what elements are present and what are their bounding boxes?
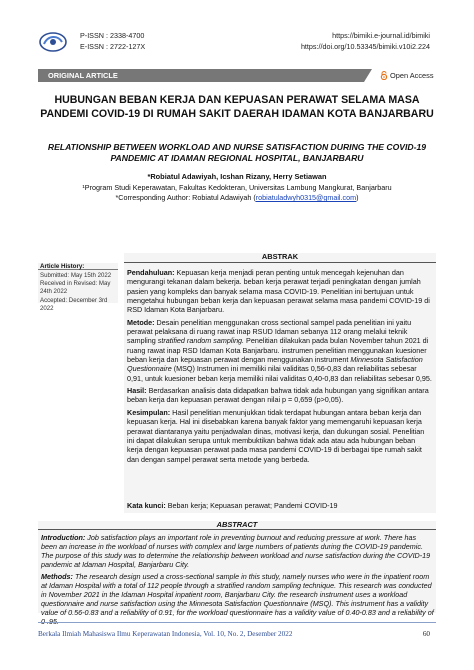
journal-links [301, 30, 430, 52]
author-list: *Robiatul Adawiyah, Icshan Rizany, Herry Setiawan [147, 172, 327, 181]
journal-logo-icon [38, 30, 68, 54]
abstrak-heading: ABSTRAK [261, 252, 299, 261]
article-type-label: ORIGINAL ARTICLE [48, 71, 118, 80]
doi-link[interactable]: https://doi.org/10.53345/bimiki.v10i2.224 [300, 42, 430, 51]
abstrak-pendahuluan: Pendahuluan: Kepuasan kerja menjadi peran penting untuk mencegah kejenuhan dan mengurangi tekanan dalam bekerja. beban kerja perawat terjadi peningkatan dengan jumlah pasien yang kompleks dan banyak selama masa COVID-19. Penelitian ini bertujuan untuk mengetahui hubungan beban kerja dan kepuasan perawat selama masa pandemi COVID-19 di RSD Idaman Kota Banjarbaru. [127, 268, 430, 315]
title-indonesian: HUBUNGAN BEBAN KERJA DAN KEPUASAN PERAWAT SELAMA MASA PANDEMI COVID-19 DI RUMAH SAKIT DAERAH IDAMAN KOTA BANJARBARU [40, 94, 434, 120]
issn-block [80, 30, 145, 52]
banner-arrow [364, 69, 372, 82]
footer-divider [38, 622, 436, 623]
abstract-heading: ABSTRACT [216, 520, 258, 529]
page-number: 60 [422, 630, 430, 638]
history-accepted: Accepted: December 3rd 2022 [40, 296, 108, 312]
abstrak-text [127, 268, 432, 467]
e-issn: E-ISSN : 2722-127X [80, 42, 146, 51]
abstrak-divider [124, 262, 436, 263]
abstrak-hasil: Hasil: Berdasarkan analisis data didapatkan bahwa tidak ada hubungan yang signifikan antara beban kerja dan kepuasan perawat dengan nilai p = 0,659 (p>0,05). [127, 386, 429, 405]
p-issn: P-ISSN : 2338-4700 [80, 31, 145, 40]
abstrak-kesimpulan: Kesimpulan: Hasil penelitian menunjukkan tidak terdapat hubungan antara beban kerja dan kepuasan kerja. Hal ini disebabkan karena banyak faktor yang memengaruhi kepuasan kerja perawat diantaranya yaitu penjadwalan dinas, motivasi kerja, dan dukungan sosial. Penelitian ini dapat dilakukan serupa untuk membuktikan bahwa tidak ada atau ada hubungan beban kerja dengan kepuasan perawat pada masa pandemi COVID-19 di berbagai tipe rumah sakit dan dengan sampel perawat serta metode yang berbeda. [127, 407, 425, 464]
journal-url-link[interactable]: https://bimiki.e-journal.id/bimiki [332, 31, 430, 40]
open-access-badge [380, 69, 434, 82]
corresponding-author: *Corresponding Author: Robiatul Adawiyah (robiatuladwyh0315@gmail.com) [115, 193, 359, 202]
open-access-label: Open Access [390, 71, 434, 80]
abstract-divider [38, 529, 436, 530]
corresponding-email-link[interactable]: robiatuladwyh0315@gmail.com [255, 193, 357, 202]
abstract-introduction: Introduction: Job satisfaction plays an important role in preventing burnout and reducing pressure at work. There has been an increase in the workload of nurses with complex and large numbers of patients during the COVID-19 pandemic. The purpose of this study was to determine the relationship between workload and nurse satisfaction during the COVID-19 pandemic at Idaman Hospital, Banjarbaru City. [41, 533, 431, 570]
kata-kunci: Kata kunci: Beban kerja; Kepuasan perawat; Pandemi COVID-19 [127, 501, 338, 510]
open-access-lock-icon [380, 71, 388, 80]
affiliation-block [38, 183, 436, 203]
abstract-methods: Methods: The research design used a cross-sectional sample in this study, namely nurses who were in the inpatient room at Idaman Hospital with a total of 112 people through a stratified random sampling technique. This research was conducted in November 2021 in the Idaman Hospital inpatient room, Banjarbaru City. the research instrument uses a workload questionnaire and nurse satisfaction using the Minnesota Satisfaction Questionnaire (MSQ). This instrument has a validity value of 0.56-0.83 and a reliability of 0.91, for the workload questionnaire has a validity value of 0.40-0.83 and a reliability of 0 .95. [41, 571, 434, 627]
affiliation: ¹Program Studi Keperawatan, Fakultas Kedokteran, Universitas Lambung Mangkurat, Banjarbaru [82, 183, 392, 192]
abstrak-metode: Metode: Desain penelitian menggunakan cross sectional sampel pada penelitian ini yaitu perawat pelaksana di ruang rawat inap RSUD Idaman sebanya 112 orang melalui teknik sampling stratified random sampling. Penelitian dilakukan pada bulan November tahun 2021 di ruang rawat inap RSD Idaman Kota Banjarbaru. instrumen penelitian menggunakan kuesioner beban kerja dan kepuasan perawat dengan menggunakan instrument Minnesota Satisfaction Questionnaire (MSQ) Instrumen ini memiliki nilai validitas 0,56-0,83 dan reliabilitas sebesar 0,91, untuk kuesioner beban kerja memiliki nilai validitas 0,40-0,83 dan reliabilitas sebesar 0,95. [127, 317, 432, 383]
history-dates [40, 272, 118, 313]
footer-journal: Berkala Ilmiah Mahasiswa Ilmu Keperawatan Indonesia, Vol. 10, No. 2, Desember 2022 [38, 630, 293, 638]
history-title: Article History: [40, 263, 85, 270]
title-english: RELATIONSHIP BETWEEN WORKLOAD AND NURSE SATISFACTION DURING THE COVID-19 PANDEMIC AT IDAMAN REGIONAL HOSPITAL, BANJARBARU [47, 142, 427, 163]
history-submitted: Submitted: May 15th 2022 [40, 272, 112, 279]
abstract-text [41, 533, 434, 629]
history-revised: Received in Revised: May 24th 2022 [40, 280, 111, 296]
